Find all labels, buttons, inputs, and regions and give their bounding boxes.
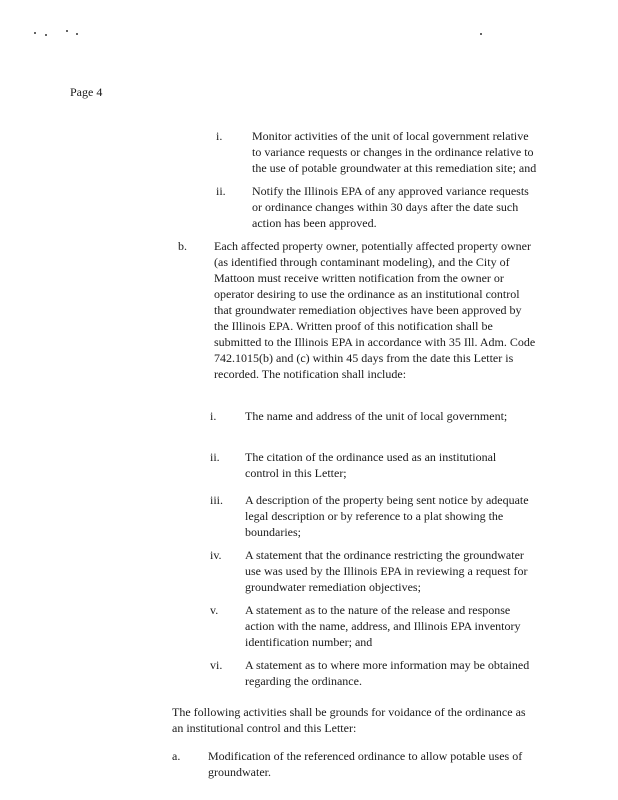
scan-speck [34,32,36,34]
list-marker: i. [216,129,223,143]
section-paragraph: Each affected property owner, potentially affected property owner (as identified through contaminant modeling), and the City of Mattoon must receive written notification from the owner or operator desiring to use the ordinance as an institutional control that groundwater remediation objectives have been approved by the Illinois EPA. Written proof of this notification shall be submitted to the Illinois EPA in accordance with 35 Ill. Adm. Code 742.1015(b) and (c) within 45 days from the date this Letter is recorded. The notification shall include: [214,239,536,381]
list-item-text: A statement as to the nature of the release and response action with the name, address, and Illinois EPA inventory identification number; and [245,603,521,649]
section-marker: b. [178,239,187,253]
list-marker: a. [172,749,181,763]
list-marker: v. [210,603,219,617]
scan-speck [45,34,47,36]
list-marker: ii. [210,450,220,464]
list-item-text: Modification of the referenced ordinance to allow potable uses of groundwater. [208,749,523,779]
list-marker: i. [210,409,217,423]
page-number: Page 4 [70,85,103,99]
list-marker: iv. [210,548,222,562]
list-item-text: Monitor activities of the unit of local government relative to variance requests or changes in the ordinance relative to the use of potable groundwater at this remediation site; and [252,129,537,175]
list-marker: vi. [210,658,223,672]
list-item-text: A description of the property being sent notice by adequate legal description or by reference to a plat showing the boundaries; [245,493,529,539]
scan-speck [480,33,482,35]
scan-speck [66,30,68,32]
list-item-text: A statement that the ordinance restricting the groundwater use was used by the Illinois EPA in reviewing a request for groundwater remediation objectives; [245,548,528,594]
list-item-text: A statement as to where more information may be obtained regarding the ordinance. [245,658,530,688]
scan-speck [76,33,78,35]
list-item-text: The citation of the ordinance used as an institutional control in this Letter; [245,450,497,480]
list-item-text: Notify the Illinois EPA of any approved variance requests or ordinance changes within 30 days after the date such action has been approved. [252,184,529,230]
list-marker: ii. [216,184,226,198]
voidance-paragraph: The following activities shall be grounds for voidance of the ordinance as an institutional control and this Letter: [172,705,526,735]
list-item-text: The name and address of the unit of local government; [245,409,508,423]
list-marker: iii. [210,493,224,507]
